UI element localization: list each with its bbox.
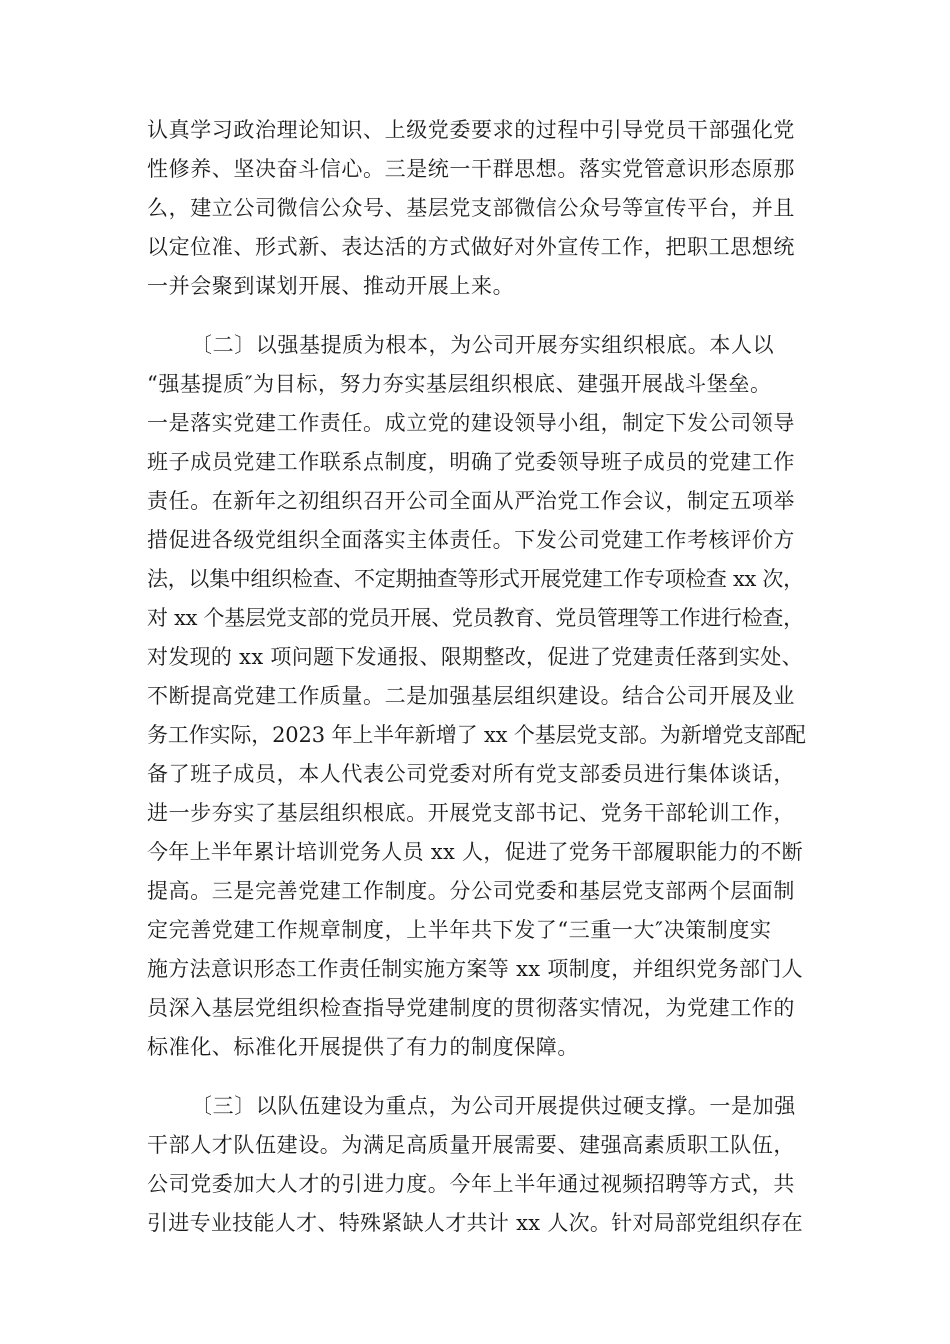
- text-line: 提高。三是完善党建工作制度。分公司党委和基层党支部两个层面制: [147, 879, 795, 903]
- paragraph-gap: [147, 306, 807, 326]
- text-line: 对发现的 xx 项问题下发通报、限期整改，促进了党建责任落到实处、: [147, 645, 803, 669]
- paragraph-gap: [147, 1067, 807, 1087]
- text-line: 责任。在新年之初组织召开公司全面从严治党工作会议，制定五项举: [147, 489, 795, 513]
- text-line: 今年上半年累计培训党务人员 xx 人，促进了党务干部履职能力的不断: [147, 840, 803, 864]
- text-line: 公司党委加大人才的引进力度。今年上半年通过视频招聘等方式，共: [147, 1172, 795, 1196]
- text-line: 对 xx 个基层党支部的党员开展、党员教育、党员管理等工作进行检查，: [147, 606, 804, 630]
- text-line: 干部人才队伍建设。为满足高质量开展需要、建强高素质职工队伍，: [147, 1133, 795, 1157]
- text-line: 务工作实际，2023 年上半年新增了 xx 个基层党支部。为新增党支部配: [147, 723, 806, 747]
- text-line: 班子成员党建工作联系点制度，明确了党委领导班子成员的党建工作: [147, 450, 795, 474]
- text-line: 引进专业技能人才、特殊紧缺人才共计 xx 人次。针对局部党组织存在: [147, 1211, 803, 1235]
- text-line: “强基提质″为目标，努力夯实基层组织根底、建强开展战斗堡垒。: [147, 372, 772, 396]
- text-line: 施方法意识形态工作责任制实施方案等 xx 项制度，并组织党务部门人: [147, 957, 803, 981]
- text-line: 一是落实党建工作责任。成立党的建设领导小组，制定下发公司领导: [147, 411, 795, 435]
- paragraph-1: [147, 111, 807, 306]
- paragraph-3: [147, 1087, 807, 1243]
- section-heading-line: 〔二〕以强基提质为根本，为公司开展夯实组织根底。本人以: [191, 333, 775, 357]
- paragraph-2: [147, 326, 807, 1067]
- text-line: 不断提高党建工作质量。二是加强基层组织建设。结合公司开展及业: [147, 684, 795, 708]
- text-line: 员深入基层党组织检查指导党建制度的贯彻落实情况，为党建工作的: [147, 996, 795, 1020]
- text-line: 备了班子成员，本人代表公司党委对所有党支部委员进行集体谈话，: [147, 762, 795, 786]
- text-line: 法，以集中组织检查、不定期抽查等形式开展党建工作专项检查 xx 次，: [147, 567, 804, 591]
- text-line: 性修养、坚决奋斗信心。三是统一干群思想。落实党管意识形态原那: [147, 157, 795, 181]
- section-heading-line: 〔三〕以队伍建设为重点，为公司开展提供过硬支撑。一是加强: [191, 1094, 796, 1118]
- text-line: 认真学习政治理论知识、上级党委要求的过程中引导党员干部强化党: [147, 118, 795, 142]
- text-line: 措促进各级党组织全面落实主体责任。下发公司党建工作考核评价方: [147, 528, 795, 552]
- text-line: 么，建立公司微信公众号、基层党支部微信公众号等宣传平台，并且: [147, 196, 795, 220]
- text-line: 标准化、标准化开展提供了有力的制度保障。: [147, 1035, 579, 1059]
- text-line: 进一步夯实了基层组织根底。开展党支部书记、党务干部轮训工作，: [147, 801, 795, 825]
- text-line: 以定位准、形式新、表达活的方式做好对外宣传工作，把职工思想统: [147, 235, 795, 259]
- text-line: 定完善党建工作规章制度，上半年共下发了“三重一大″决策制度实: [147, 918, 772, 942]
- text-line: 一并会聚到谋划开展、推动开展上来。: [147, 274, 515, 298]
- document-body: [147, 111, 807, 1243]
